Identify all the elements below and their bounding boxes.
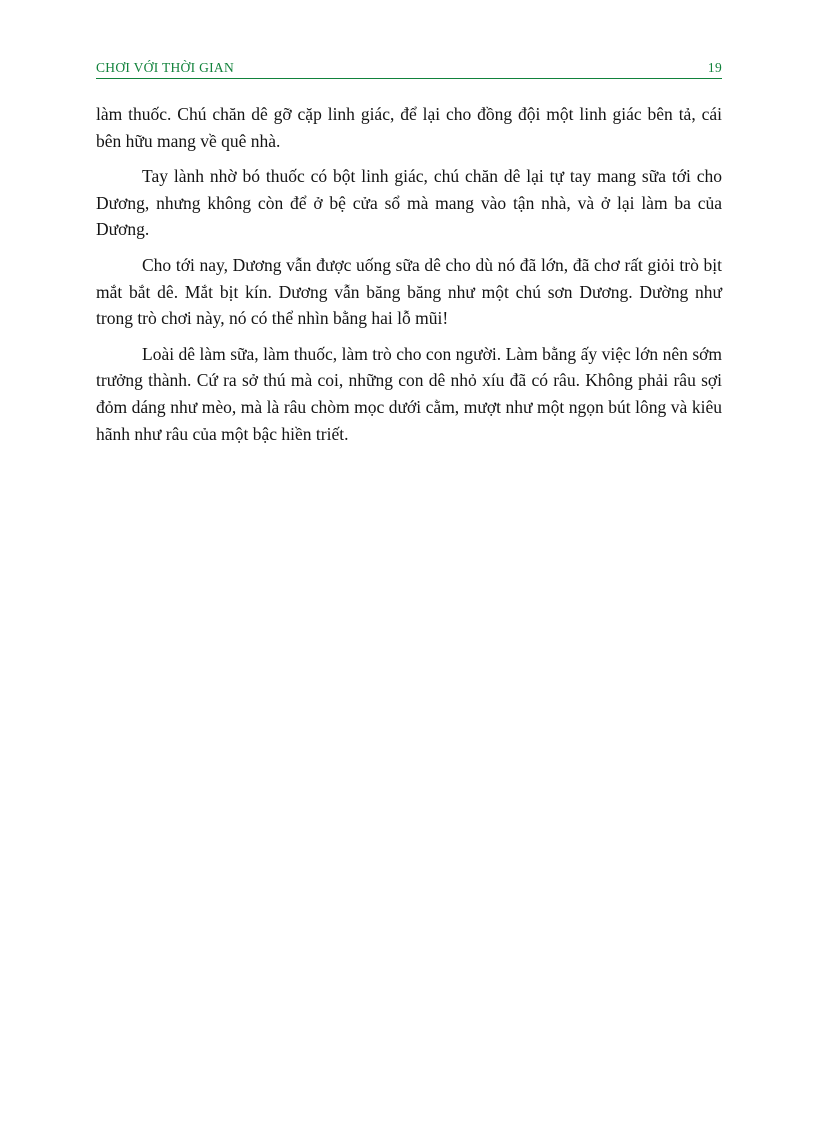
paragraph-2: Tay lành nhờ bó thuốc có bột linh giác, chú chăn dê lại tự tay mang sữa tới cho Dương, nhưng không còn để ở bệ cửa sổ mà mang vào tận nhà, và ở lại làm ba của Dương. [96,166,722,240]
paragraph-4: Loài dê làm sữa, làm thuốc, làm trò cho con người. Làm bằng ấy việc lớn nên sớm trưởng thành. Cứ ra sở thú mà coi, những con dê nhỏ xíu đã có râu. Không phải râu sợi đỏm dáng như mèo, mà là râu chòm mọc dưới cằm, mượt như một ngọn bút lông và kiêu hãnh như râu của một bậc hiền triết. [96,343,722,444]
page-header [96,60,722,79]
header-book-title: CHƠI VỚI THỜI GIAN [96,60,235,75]
paragraph-3: Cho tới nay, Dương vẫn được uống sữa dê cho dù nó đã lớn, đã chơ rất giỏi trò bịt mắt bắt dê. Mắt bịt kín. Dương vẫn băng băng như một chú sơn Dương. Dường như trong trò chơi này, nó có thể nhìn bằng hai lỗ mũi! [96,254,722,329]
paragraph-1: làm thuốc. Chú chăn dê gỡ cặp linh giác, để lại cho đồng đội một linh giác bên tả, cái bên hữu mang về quê nhà. [96,104,722,151]
page-blank-area [96,449,722,1009]
header-page-number: 19 [707,60,722,75]
page-body [96,101,722,447]
